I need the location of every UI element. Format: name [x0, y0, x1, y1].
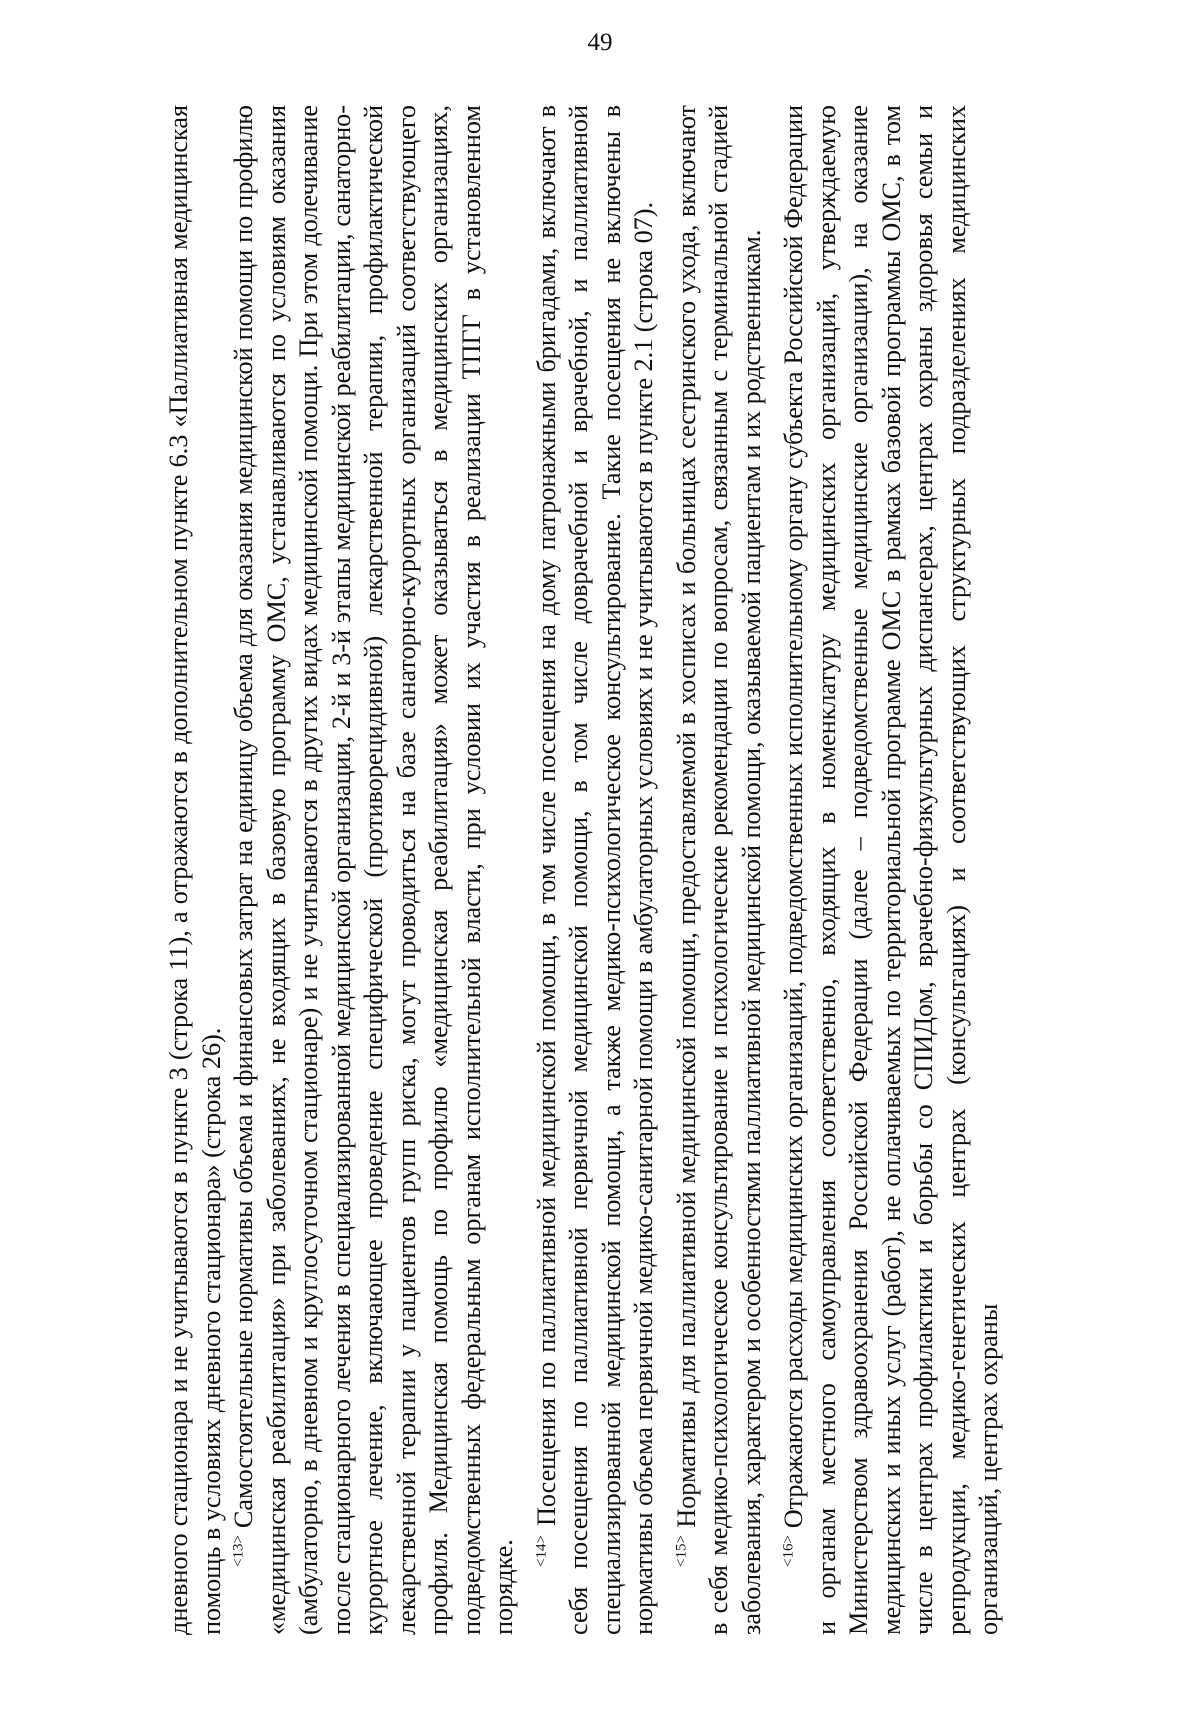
- page-number: 49: [587, 29, 613, 56]
- footnote-marker: <16>: [780, 1535, 797, 1567]
- spacer: [521, 105, 531, 1635]
- footnote-marker: <13>: [230, 1535, 247, 1567]
- footnote-14: [531, 105, 661, 1635]
- footnote-15: [671, 105, 769, 1635]
- footnote-marker: <14>: [532, 1535, 549, 1567]
- spacer: [768, 105, 778, 1635]
- paragraph-text: дневного стационара и не учитываются в пункте 3 (строка 11), а отражаются в дополнительном пункте 6.3 «Паллиативная медицинская помощь в условиях дневного стационара» (строка 26).: [164, 105, 226, 1635]
- footnote-marker: <15>: [672, 1535, 689, 1567]
- footnote-16: [778, 105, 1006, 1635]
- rotated-text-block: [163, 105, 1043, 1635]
- footnote-text: Посещения по паллиативной медицинской помощи, в том числе посещения на дому патронажными бригадами, включают в себя посещения по паллиативной первичной медицинской помощи, в том числе доврачебной и врачебной, и паллиативной специализированной медицинской помощи, а также медико-психологическое консультирование. Такие посещения не включены в нормативы объема первичной медико-санитарной помощи в амбулаторных условиях и не учитываются в пункте 2.1 (строка 07).: [531, 105, 658, 1635]
- footnote-text: Нормативы для паллиативной медицинской помощи, предоставляемой в хосписах и больницах сестринского ухода, включают в себя медико-психологическое консультирование и психологические рекомендации по вопросам, связанным с терминальной стадией заболевания, характером и особенностями паллиативной медицинской помощи, оказываемой пациентам и их родственникам.: [671, 105, 766, 1635]
- footnote-13: [228, 105, 521, 1635]
- footnote-text: Самостоятельные нормативы объема и финансовых затрат на единицу объема для оказания медицинской помощи по профилю «медицинская реабилитация» при заболеваниях, не входящих в базовую программу ОМС, устанавливаются по условиям оказания (амбулаторно, в дневном и круглосуточном стационаре) и не учитываются в других видах медицинской помощи. При этом долечивание после стационарного лечения в специализированной медицинской организации, 2-й и 3-й этапы медицинской реабилитации, санаторно-курортное лечение, включающее проведение специфической (противорецидивной) лекарственной терапии, профилактической лекарственной терапии у пациентов групп риска, могут проводиться на базе санаторно-курортных организаций соответствующего профиля. Медицинская помощь по профилю «медицинская реабилитация» может оказываться в медицинских организациях, подведомственных федеральным органам исполнительной власти, при условии их участия в реализации ТПГГ в установленном порядке.: [229, 105, 518, 1635]
- footnote-text: Отражаются расходы медицинских организаций, подведомственных исполнительному органу субъекта Российской Федерации и органам местного самоуправления соответственно, входящих в номенклатуру медицинских организаций, утверждаемую Министерством здравоохранения Российской Федерации (далее – подведомственные медицинские организации), на оказание медицинских и иных услуг (работ), не оплачиваемых по территориальной программе ОМС в рамках базовой программы ОМС, в том числе в центрах профилактики и борьбы со СПИДом, врачебно-физкультурных диспансерах, центрах охраны здоровья семьи и репродукции, медико-генетических центрах (консультациях) и соответствующих структурных подразделениях медицинских организаций, центрах охраны: [779, 105, 1003, 1635]
- spacer: [661, 105, 671, 1635]
- paragraph-continuation: [163, 105, 228, 1635]
